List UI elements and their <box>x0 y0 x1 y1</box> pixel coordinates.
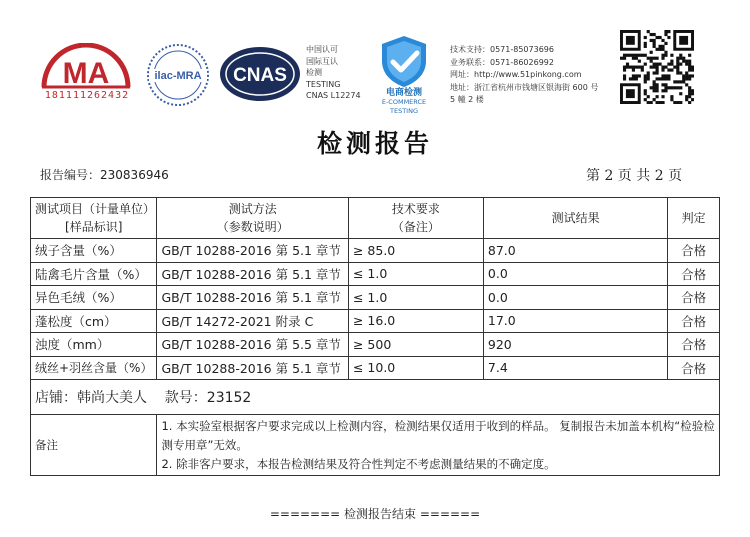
cell-result: 0.0 <box>483 286 667 310</box>
svg-text:ilac-MRA: ilac-MRA <box>154 70 202 82</box>
cell-requirement: ≤ 1.0 <box>348 262 483 286</box>
cell-item: 绒子含量（%） <box>31 239 157 263</box>
svg-text:CNAS: CNAS <box>233 65 287 86</box>
cell-method: GB/T 10288-2016 第 5.1 章节 <box>157 286 349 310</box>
table-row <box>31 262 720 286</box>
note-item: 2. 除非客户要求，本报告检测结果及符合性判定不考虑测量结果的不确定度。 <box>161 456 556 471</box>
ilac-mra-logo <box>145 42 211 108</box>
cnas-line: 中国认可 <box>306 45 338 54</box>
cell-requirement: ≥ 16.0 <box>348 309 483 333</box>
ecommerce-testing-shield-icon <box>372 33 436 89</box>
table-row <box>31 333 720 357</box>
shop-row <box>31 380 720 415</box>
page-info: 第 2 页 共 2 页 <box>586 168 683 184</box>
qr-code-icon[interactable] <box>620 30 694 104</box>
contact-line: 地址：浙江省杭州市钱塘区银海街 600 号 <box>450 82 599 92</box>
cell-result: 87.0 <box>483 239 667 263</box>
cell-verdict: 合格 <box>668 286 720 310</box>
table-row <box>31 286 720 310</box>
cnas-line: 检测 <box>306 68 322 77</box>
contact-line: 技术支持：0571-85073696 <box>450 45 554 54</box>
cell-verdict: 合格 <box>668 333 720 357</box>
cell-requirement: ≤ 10.0 <box>348 356 483 380</box>
cell-verdict: 合格 <box>668 356 720 380</box>
report-number-label: 报告编号： <box>40 168 101 182</box>
notes-row <box>31 415 720 476</box>
header-requirement: 技术要求 （备注） <box>348 198 483 239</box>
cell-method: GB/T 10288-2016 第 5.5 章节 <box>157 333 349 357</box>
cell-result: 920 <box>483 333 667 357</box>
ecommerce-en: E-COMMERCE TESTING <box>381 98 427 115</box>
ecommerce-cn: 电商检测 <box>385 88 422 98</box>
cell-item: 绒丝+羽丝含量（%） <box>31 356 157 380</box>
cnas-line: TESTING <box>306 79 341 89</box>
notes-content <box>157 415 720 476</box>
table-row <box>31 239 720 263</box>
cell-verdict: 合格 <box>668 262 720 286</box>
cnas-line: CNAS L12274 <box>306 91 361 100</box>
cell-item: 蓬松度（cm） <box>31 309 157 333</box>
table-header-row <box>31 198 720 239</box>
ecommerce-testing-label <box>368 89 440 116</box>
header-method: 测试方法 （参数说明） <box>157 198 349 239</box>
cell-item: 异色毛绒（%） <box>31 286 157 310</box>
contact-info <box>450 44 615 107</box>
table-row <box>31 309 720 333</box>
report-end-marker: ======= 检测报告结束 ====== <box>269 507 481 521</box>
cell-result: 7.4 <box>483 356 667 380</box>
contact-line: 5 幢 2 楼 <box>450 95 484 104</box>
header-item: 测试项目（计量单位） [样品标识] <box>31 198 157 239</box>
shop-info: 店铺：韩尚大美人 款号：23152 <box>31 380 720 415</box>
cell-item: 浊度（mm） <box>31 333 157 357</box>
cell-method: GB/T 10288-2016 第 5.1 章节 <box>157 356 349 380</box>
cell-result: 0.0 <box>483 262 667 286</box>
cell-method: GB/T 10288-2016 第 5.1 章节 <box>157 262 349 286</box>
cnas-line: 国际互认 <box>306 56 338 66</box>
cnas-accreditation-text <box>306 44 366 102</box>
header-result: 测试结果 <box>483 198 667 239</box>
cell-requirement: ≤ 1.0 <box>348 286 483 310</box>
cma-number: 181111262432 <box>44 90 130 101</box>
cell-method: GB/T 14272-2021 附录 C <box>157 309 349 333</box>
contact-line: 网址：http://www.51pinkong.com <box>450 70 582 79</box>
svg-text:MA: MA <box>62 57 110 90</box>
table-row <box>31 356 720 380</box>
cell-requirement: ≥ 85.0 <box>348 239 483 263</box>
contact-line: 业务联系：0571-86026992 <box>450 57 554 67</box>
cell-verdict: 合格 <box>668 309 720 333</box>
cell-item: 陆禽毛片含量（%） <box>31 262 157 286</box>
header-verdict: 判定 <box>668 198 720 239</box>
results-table <box>30 197 720 476</box>
report-title: 检测报告 <box>316 129 433 158</box>
cell-requirement: ≥ 500 <box>348 333 483 357</box>
report-number-value: 230836946 <box>100 168 169 182</box>
note-item: 1. 本实验室根据客户要求完成以上检测内容，检测结果仅适用于收到的样品。 复制报告未加盖本机构“检验检测专用章”无效。 <box>161 418 715 452</box>
cnas-logo <box>218 44 302 104</box>
notes-label: 备注 <box>31 415 157 476</box>
cell-result: 17.0 <box>483 309 667 333</box>
cell-verdict: 合格 <box>668 239 720 263</box>
report-number <box>40 166 169 183</box>
cell-method: GB/T 10288-2016 第 5.1 章节 <box>157 239 349 263</box>
